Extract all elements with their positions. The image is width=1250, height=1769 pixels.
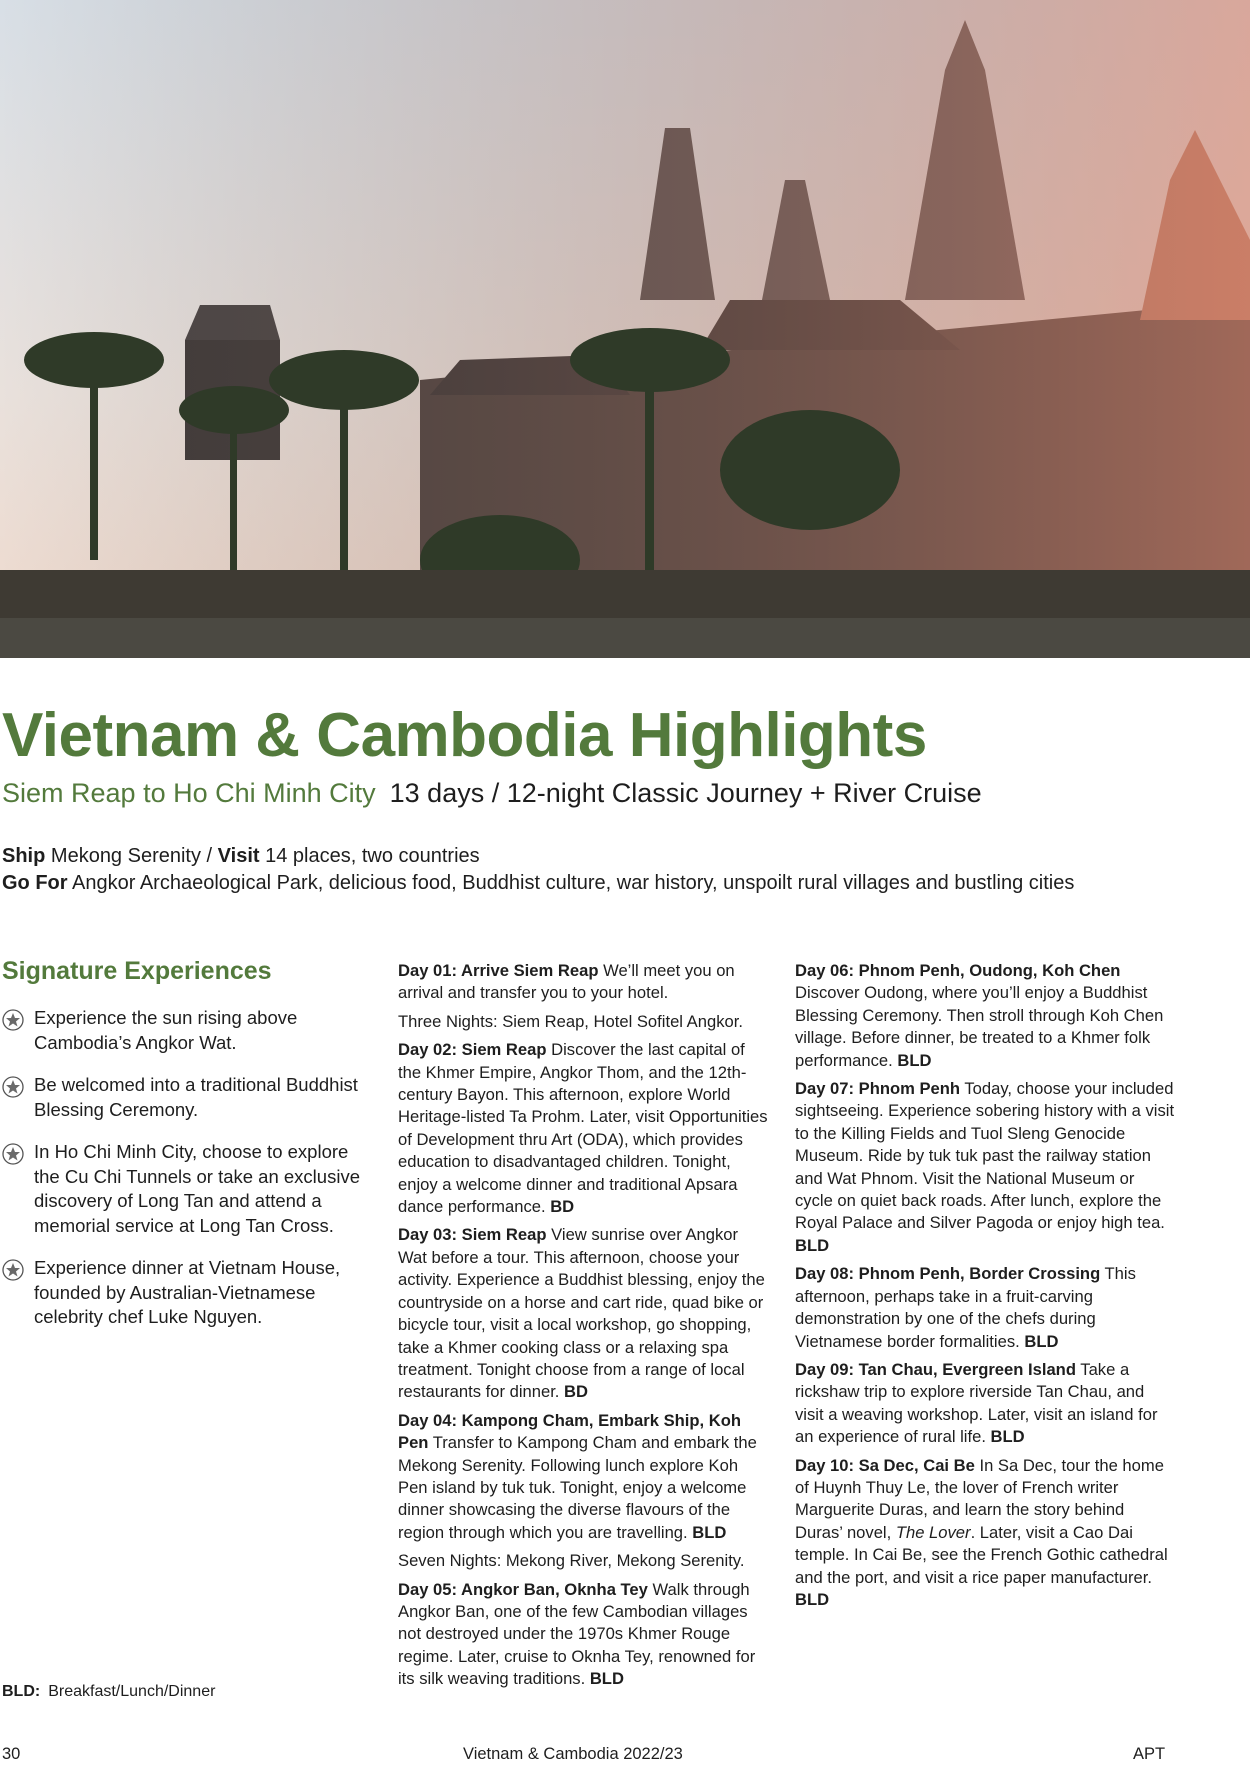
gofor-label: Go For: [2, 872, 68, 894]
route-text: Siem Reap to Ho Chi Minh City: [2, 778, 376, 808]
nights-siem-reap: Three Nights: Siem Reap, Hotel Sofitel Angkor.: [398, 1011, 743, 1031]
legend-key: BLD:: [2, 1683, 41, 1700]
day-heading: Day 03: Siem Reap: [398, 1225, 547, 1245]
meals-code: BLD: [795, 1235, 830, 1255]
signature-item: [2, 1006, 372, 1055]
ship-value: Mekong Serenity /: [50, 845, 218, 867]
trip-meta: [2, 843, 1074, 897]
day-text: Discover the last capital of the Khmer Empire, Angkor Thom, and the 12th-century Bayon. This afternoon, explore World Heritage-listed Ta Prohm. Later, visit Opportunities of Development thru Art (ODA), which provides education to disadvantaged children. Tonight, enjoy a welcome dinner and traditional Apsara dance performance.: [398, 1040, 768, 1217]
day-heading: Day 06: Phnom Penh, Oudong, Koh Chen: [795, 961, 1121, 980]
day-text: Walk through Angkor Ban, one of the few Cambodian villages not destroyed under the 1970s Khmer Rouge regime. Later, cruise to Oknha Tey, renowned for its silk weaving traditions.: [398, 1579, 756, 1689]
day-heading: Day 07: Phnom Penh: [795, 1079, 961, 1099]
day-07: [795, 1078, 1175, 1257]
legend-value: Breakfast/Lunch/Dinner: [48, 1683, 216, 1700]
star-badge-icon: [2, 1076, 24, 1098]
meals-code: BLD: [897, 1050, 932, 1070]
meals-code: BLD: [692, 1522, 727, 1542]
day-text: Take a rickshaw trip to explore riverside Tan Chau, and visit a weaving workshop. Later, visit an island for an experience of rural life.: [795, 1359, 1158, 1447]
day-01: [398, 960, 770, 1005]
day-05: [398, 1579, 770, 1691]
day-09: [795, 1359, 1175, 1449]
day-04: [398, 1410, 770, 1544]
meals-legend: [2, 1683, 215, 1701]
itinerary-column-2: [398, 960, 770, 1697]
ship-label: Ship: [2, 845, 46, 867]
day-08: [795, 1263, 1175, 1353]
day-heading: Day 02: Siem Reap: [398, 1040, 547, 1060]
day-text: . Later, visit a Cao Dai temple. In Cai Be, see the French Gothic cathedral and the port, and visit a rice paper manufacturer.: [795, 1522, 1168, 1587]
itinerary-column-3: [795, 960, 1175, 1617]
day-text: We’ll meet you on arrival and transfer you to your hotel.: [398, 961, 735, 1003]
day-heading: Day 10: Sa Dec, Cai Be: [795, 1455, 975, 1475]
hero-photo-angkor-wat: [0, 0, 1250, 658]
signature-item: [2, 1073, 372, 1122]
meta-line-1: [2, 843, 1074, 870]
nights-mekong: Seven Nights: Mekong River, Mekong Serenity.: [398, 1551, 745, 1571]
day-text: This afternoon, perhaps take in a fruit-carving demonstration by one of the chefs during Vietnamese border formalities.: [795, 1264, 1136, 1351]
star-badge-icon: [2, 1143, 24, 1165]
day-text: Discover Oudong, where you’ll enjoy a Buddhist Blessing Ceremony. Then stroll through Koh Chen village. Before dinner, be treated to a Khmer folk performance.: [795, 983, 1164, 1070]
day-text: Transfer to Kampong Cham and embark the Mekong Serenity. Following lunch explore Koh Pen island by tuk tuk. Tonight, enjoy a welcome dinner showcasing the diverse flavours of the region through which you are travelling.: [398, 1433, 757, 1542]
signature-item-text: In Ho Chi Minh City, choose to explore the Cu Chi Tunnels or take an exclusive discovery of Long Tan and attend a memorial service at Long Tan Cross.: [34, 1141, 360, 1236]
temple-illustration: [0, 0, 1250, 658]
day-text: Today, choose your included sightseeing. Experience sobering history with a visit to the Killing Fields and Tuol Sleng Genocide Museum. Ride by tuk tuk past the railway station and Wat Phnom. Visit the National Museum or cycle on quiet back roads. After lunch, explore the Royal Palace and Silver Pagoda or enjoy high tea.: [795, 1079, 1175, 1233]
brand-logo-text: APT: [1133, 1745, 1166, 1763]
subtitle: [2, 778, 982, 809]
day-10: [795, 1455, 1175, 1612]
meals-code: BD: [564, 1382, 588, 1402]
signature-column: [2, 957, 372, 1348]
visit-value: 14 places, two countries: [265, 845, 480, 867]
duration-text: 13 days / 12-night Classic Journey + River Cruise: [389, 778, 982, 808]
page-title: Vietnam & Cambodia Highlights: [2, 701, 927, 770]
day-heading: Day 08: Phnom Penh, Border Crossing: [795, 1264, 1101, 1284]
meals-code: BD: [550, 1197, 575, 1217]
meals-code: BLD: [795, 1589, 830, 1609]
meta-line-2: [2, 870, 1074, 897]
signature-heading: Signature Experiences: [2, 957, 272, 985]
signature-item-text: Be welcomed into a traditional Buddhist Blessing Ceremony.: [34, 1074, 358, 1120]
day-heading: Day 09: Tan Chau, Evergreen Island: [795, 1359, 1076, 1379]
gofor-value: Angkor Archaeological Park, delicious food, Buddhist culture, war history, unspoilt rural villages and bustling cities: [72, 872, 1075, 894]
meals-code: BLD: [990, 1427, 1025, 1447]
star-badge-icon: [2, 1259, 24, 1281]
day-text: View sunrise over Angkor Wat before a tour. This afternoon, choose your activity. Experience a Buddhist blessing, enjoy the countryside on a horse and cart ride, quad bike or bicycle tour, visit a local workshop, go shopping, take a Khmer cooking class or a relaxing spa treatment. Tonight choose from a range of local restaurants for dinner.: [398, 1225, 765, 1402]
day-heading: Day 01: Arrive Siem Reap: [398, 961, 599, 980]
day-03: [398, 1224, 770, 1403]
visit-label: Visit: [217, 845, 260, 867]
signature-item-text: Experience the sun rising above Cambodia’s Angkor Wat.: [34, 1007, 298, 1053]
day-06: [795, 960, 1175, 1072]
day-heading: Day 05: Angkor Ban, Oknha Tey: [398, 1579, 648, 1599]
day-text: In Sa Dec, tour the home of Huynh Thuy Le, the lover of French writer Marguerite Duras, and learn the story behind Duras’ novel,: [795, 1455, 1164, 1542]
day-02: [398, 1039, 770, 1218]
signature-item: [2, 1256, 372, 1330]
footer-title: Vietnam & Cambodia 2022/23: [463, 1745, 683, 1763]
book-title: The Lover: [895, 1522, 971, 1542]
meals-code: BLD: [1024, 1331, 1059, 1351]
day-heading: Day 04: Kampong Cham, Embark Ship, Koh Pen: [398, 1410, 741, 1453]
star-badge-icon: [2, 1009, 24, 1031]
signature-item: [2, 1140, 372, 1238]
meals-code: BLD: [589, 1669, 624, 1689]
page-number: 30: [2, 1745, 21, 1763]
signature-item-text: Experience dinner at Vietnam House, founded by Australian-Vietnamese celebrity chef Luke Nguyen.: [34, 1257, 341, 1328]
